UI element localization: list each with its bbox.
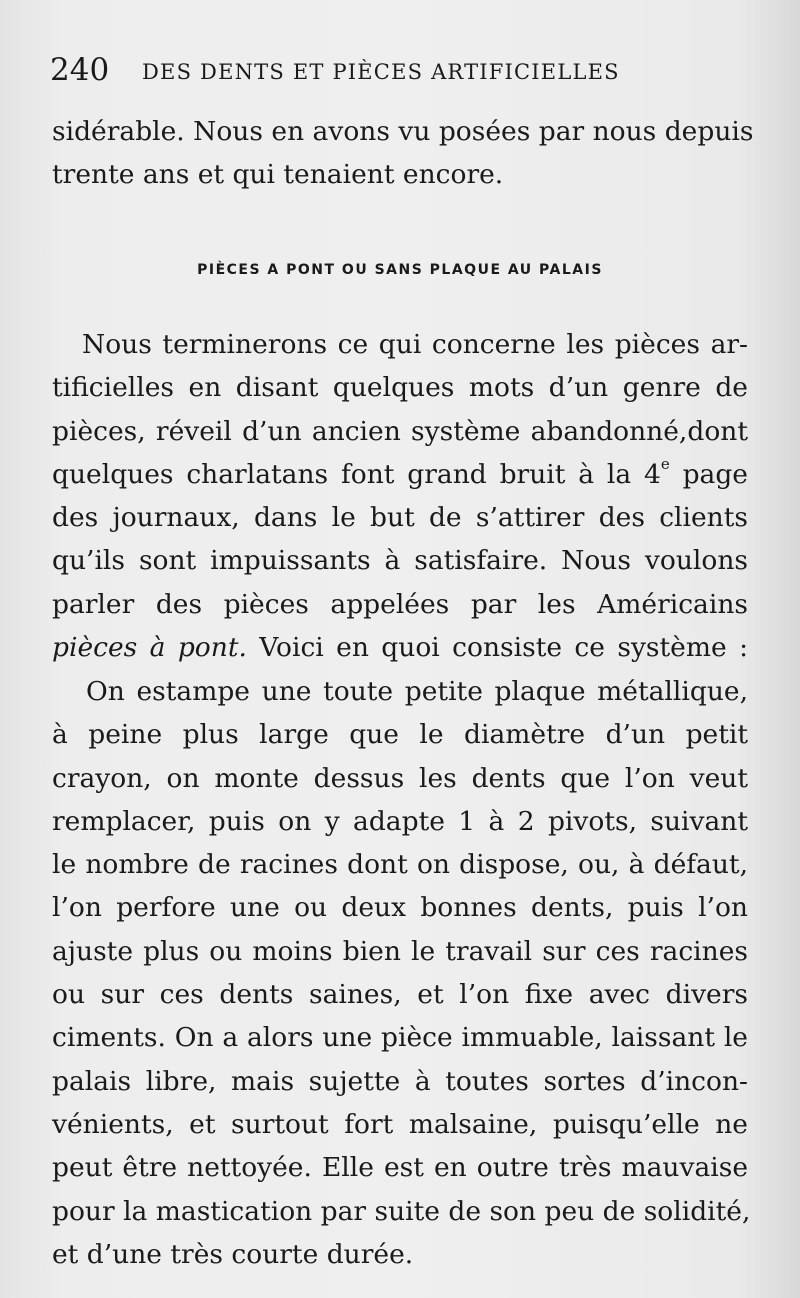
text-line: à peine plus large que le diamètre d’un petit [52, 719, 748, 751]
running-head: DES DENTS ET PIÈCES ARTIFICIELLES [142, 60, 620, 84]
text-line [52, 453, 748, 496]
text-line: ciments. On a alors une pièce immuable, laissant le [52, 1022, 748, 1054]
text-line: pièces, réveil d’un ancien système abandonné,dont [52, 415, 748, 447]
text-line: trente ans et qui tenaient encore. [52, 159, 504, 191]
text-line: Nous terminerons ce qui concerne les pièces ar- [82, 329, 748, 360]
text-line: ou sur ces dents saines, et l’on fixe avec divers [52, 979, 748, 1011]
text-line: qu’ils sont impuissants à satisfaire. Nous voulons [52, 545, 748, 577]
text-line [52, 626, 748, 669]
text-line: des journaux, dans le but de s’attirer des clients [52, 502, 748, 534]
text-line: On estampe une toute petite plaque métallique, [86, 676, 748, 707]
text-line: sidérable. Nous en avons vu posées par nous depuis [52, 116, 754, 147]
text-segment: page [669, 458, 748, 490]
page-number: 240 [50, 52, 110, 88]
text-line: ajuste plus ou moins bien le travail sur ces racines [52, 935, 748, 967]
text-line: parler des pièces appelées par les Américains [52, 588, 748, 620]
paragraph [52, 323, 748, 669]
text-line: vénients, et surtout fort malsaine, puisqu’elle ne [52, 1108, 748, 1140]
text-line: remplacer, puis on y adapte 1 à 2 pivots, suivant [52, 805, 748, 837]
text-line: crayon, on monte dessus les dents que l’on veut [52, 762, 748, 794]
superscript: e [660, 454, 670, 473]
text-segment: Voici en quoi consiste ce système : [246, 632, 748, 664]
text-segment: quelques charlatans font grand bruit à la 4 [52, 458, 661, 490]
text-line: peut être nettoyée. Elle est en outre très mauvaise [52, 1152, 748, 1184]
text-line: pour la mastication par suite de son peu de solidité, [52, 1195, 751, 1227]
text-line: l’on perfore une ou deux bonnes dents, puis l’on [52, 892, 748, 924]
text-line: et d’une très courte durée. [52, 1238, 414, 1270]
text-line: tificielles en disant quelques mots d’un genre de [52, 372, 748, 404]
page-header [50, 50, 750, 90]
section-title: PIÈCES A PONT OU SANS PLAQUE AU PALAIS [197, 262, 603, 278]
continued-paragraph [52, 110, 754, 197]
paragraph [52, 670, 751, 1276]
italic-term: pièces à pont. [52, 632, 247, 664]
text-line: le nombre de racines dont on dispose, ou, à défaut, [52, 849, 748, 881]
text-line: palais libre, mais sujette à toutes sortes d’incon- [52, 1065, 748, 1097]
